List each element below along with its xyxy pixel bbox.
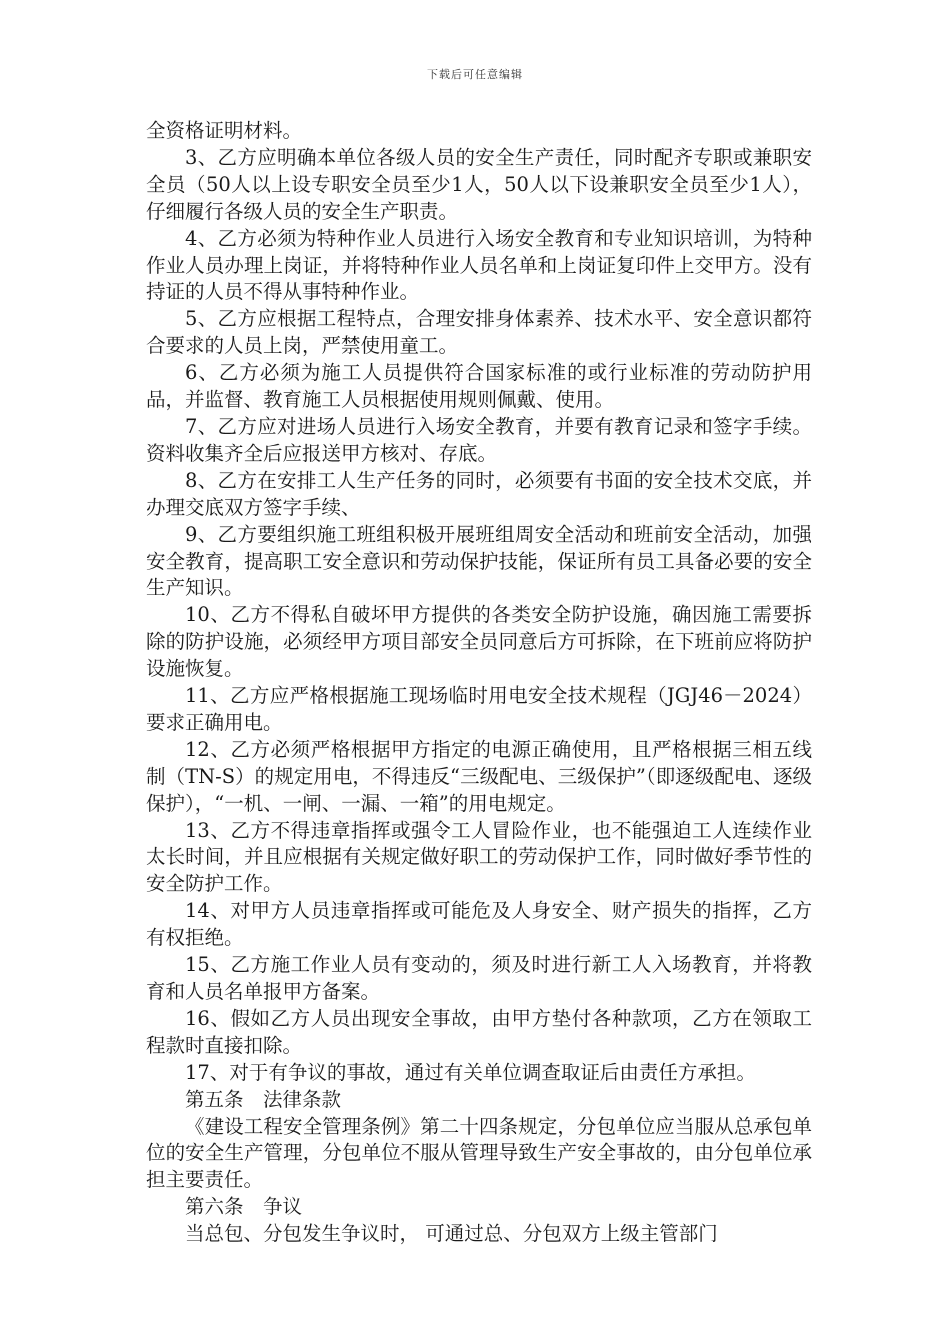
clause-4: 4、乙方必须为特种作业人员进行入场安全教育和专业知识培训，为特种作业人员办理上岗证，并将特种作业人员名单和上岗证复印件上交甲方。没有持证的人员不得从事特种作业。 [146,226,812,304]
clause-9: 9、乙方要组织施工班组积极开展班组周安全活动和班前安全活动，加强安全教育，提高职工安全意识和劳动保护技能，保证所有员工具备必要的安全生产知识。 [146,522,812,600]
clause-13: 13、乙方不得违章指挥或强令工人冒险作业，也不能强迫工人连续作业太长时间，并且应根据有关规定做好职工的劳动保护工作，同时做好季节性的安全防护工作。 [146,818,812,896]
paragraph-continuation: 全资格证明材料。 [146,119,303,142]
page-header-note: 下载后可任意编辑 [427,68,523,81]
clause-3: 3、乙方应明确本单位各级人员的安全生产责任，同时配齐专职或兼职安全员（50人以上设专职安全员至少1人，50人以下设兼职安全员至少1人），仔细履行各级人员的安全生产职责。 [146,145,812,223]
clause-6: 6、乙方必须为施工人员提供符合国家标准的或行业标准的劳动防护用品，并监督、教育施工人员根据使用规则佩戴、使用。 [146,361,812,412]
document-body [146,118,812,1248]
clause-16: 16、假如乙方人员出现安全事故，由甲方垫付各种款项，乙方在领取工程款时直接扣除。 [146,1006,812,1057]
article-6-heading: 第六条 争议 [185,1195,303,1219]
clause-12: 12、乙方必须严格根据甲方指定的电源正确使用，且严格根据三相五线制（TN-S）的规定用电，不得违反“三级配电、三级保护”（即逐级配电、逐级保护），“一机、一闸、一漏、一箱”的用电规定。 [146,737,812,815]
article-6-text: 当总包、分包发生争议时， 可通过总、分包双方上级主管部门 [185,1222,718,1246]
clause-11: 11、乙方应严格根据施工现场临时用电安全技术规程（JGJ46－2024）要求正确用电。 [146,684,812,734]
clause-5: 5、乙方应根据工程特点，合理安排身体素养、技术水平、安全意识都符合要求的人员上岗，严禁使用童工。 [146,307,812,358]
clause-10: 10、乙方不得私自破坏甲方提供的各类安全防护设施，确因施工需要拆除的防护设施，必须经甲方项目部安全员同意后方可拆除，在下班前应将防护设施恢复。 [146,603,812,681]
clause-8: 8、乙方在安排工人生产任务的同时，必须要有书面的安全技术交底，并办理交底双方签字手续、 [146,468,812,519]
clause-15: 15、乙方施工作业人员有变动的，须及时进行新工人入场教育，并将教育和人员名单报甲方备案。 [146,953,812,1003]
article-5-heading: 第五条 法律条款 [185,1087,342,1111]
article-5-text: 《建设工程安全管理条例》第二十四条规定，分包单位应当服从总承包单位的安全生产管理，分包单位不服从管理导致生产安全事故的，由分包单位承担主要责任。 [146,1114,812,1192]
clause-17: 17、对于有争议的事故，通过有关单位调查取证后由责任方承担。 [185,1060,756,1084]
clause-7: 7、乙方应对进场人员进行入场安全教育，并要有教育记录和签字手续。资料收集齐全后应报送甲方核对、存底。 [146,414,812,465]
clause-14: 14、对甲方人员违章指挥或可能危及人身安全、财产损失的指挥，乙方有权拒绝。 [146,899,812,950]
